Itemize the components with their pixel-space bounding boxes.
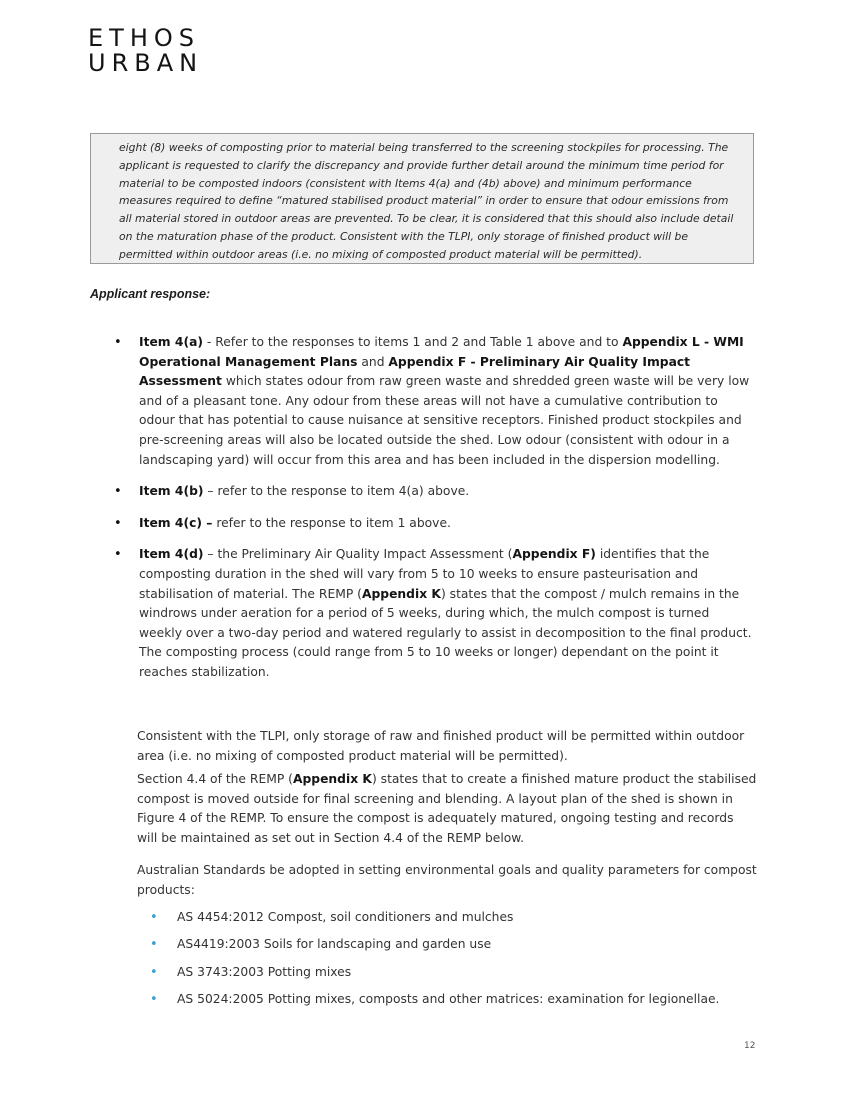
bullet-icon: • xyxy=(114,335,122,350)
para-ref: Appendix K xyxy=(292,772,372,786)
response-item-4d xyxy=(114,545,754,682)
response-item-4a xyxy=(114,333,754,470)
item-label: Item 4(a) xyxy=(139,335,203,349)
council-request-text: eight (8) weeks of composting prior to material being transferred to the screening stockpiles for processing. The applicant is requested to clarify the discrepancy and provide further detail around the minimum time period for material to be composted indoors (consistent with Items 4(a) and (4b) above) and minimum performance measures required to define “matured stabilised product material” in order to ensure that odour emissions from all material stored in outdoor areas are prevented. To be clear, it is considered that this should also include detail on the maturation phase of the product. Consistent with the TLPI, only storage of finished product will be permitted within outdoor areas (i.e. no mixing of composted product material will be permitted). xyxy=(119,141,734,261)
para-text: ) states that to create a finished mature product the stabilised compost is moved outside for final screening and blending. A layout plan of the shed is shown in Figure 4 of the REMP. To ensure the compost is adequately matured, ongoing testing and records will be maintained as set out in Section 4.4 of the REMP below. xyxy=(137,772,757,845)
response-item-4c xyxy=(114,514,754,534)
bullet-icon: • xyxy=(150,964,158,980)
bullet-icon: • xyxy=(150,910,158,925)
para-text: Section 4.4 of the REMP ( xyxy=(137,772,293,786)
item-ref: Appendix L - WMI Operational Management Plans xyxy=(139,335,744,369)
item-text: identifies that the composting duration in the shed will vary from 5 to 10 weeks to ensure pasteurisation and stabilisation of material. The REMP ( xyxy=(139,547,710,601)
item-text: and xyxy=(357,354,389,369)
logo-line-1: ETHOS xyxy=(88,24,200,52)
standard-item: • AS 4454:2012 Compost, soil conditioners and mulches xyxy=(150,908,770,928)
page-number: 12 xyxy=(744,1041,756,1051)
item-text: - Refer to the responses to items 1 and 2 and Table 1 above and to xyxy=(202,335,623,349)
standards-list xyxy=(150,908,770,1017)
item-label: Item 4(b) xyxy=(139,484,204,499)
bullet-icon: • xyxy=(150,991,158,1007)
item-label: Item 4(c) – xyxy=(139,515,213,530)
ethos-urban-logo xyxy=(88,26,203,76)
response-item-4b xyxy=(114,482,754,502)
item-ref: Appendix F) xyxy=(512,547,596,562)
item-text: refer to the response to item 1 above. xyxy=(212,515,451,530)
logo-line-2: URBAN xyxy=(88,49,204,77)
bullet-icon: • xyxy=(150,937,158,953)
item-ref: Appendix F - Preliminary Air Quality Impact Assessment xyxy=(139,354,691,389)
item-ref: Appendix K xyxy=(361,586,441,601)
response-item-list xyxy=(114,333,754,695)
item-text: – the Preliminary Air Quality Impact Assessment ( xyxy=(203,547,513,562)
item-text: ) states that the compost / mulch remains in the windrows under aeration for a period of 5 weeks, during which, the mulch compost is turned weekly over a two-day period and watered regularly to assist in decomposition to the final product. The composting process (could range from 5 to 10 weeks or longer) dependant on the point it reaches stabilization. xyxy=(139,586,752,679)
standards-intro-paragraph: Australian Standards be adopted in setting environmental goals and quality parameters for compost products: xyxy=(137,863,757,897)
applicant-response-heading: Applicant response: xyxy=(90,287,211,301)
tlpi-paragraph: Consistent with the TLPI, only storage of raw and finished product will be permitted within outdoor area (i.e. no mixing of composted product material will be permitted). xyxy=(137,729,745,763)
bullet-icon: • xyxy=(114,547,122,563)
standard-item: • AS 5024:2005 Potting mixes, composts and other matrices: examination for legionellae. xyxy=(150,990,770,1010)
item-label: Item 4(d) xyxy=(139,547,204,562)
remp-section-paragraph xyxy=(137,770,757,848)
council-request-box xyxy=(90,133,754,264)
bullet-icon: • xyxy=(114,484,122,500)
standard-item: • AS4419:2003 Soils for landscaping and garden use xyxy=(150,935,770,955)
item-text: which states odour from raw green waste and shredded green waste will be very low and of a pleasant tone. Any odour from these areas will not have a cumulative contribution to odour that has potential to cause nuisance at sensitive receptors. Finished product stockpiles and pre-screening areas will also be located outside the shed. Low odour (consistent with odour in a landscaping yard) will occur from this area and has been included in the dispersion modelling. xyxy=(139,374,750,467)
bullet-icon: • xyxy=(114,515,122,531)
standard-item: • AS 3743:2003 Potting mixes xyxy=(150,963,770,983)
item-text: – refer to the response to item 4(a) above. xyxy=(203,484,470,499)
